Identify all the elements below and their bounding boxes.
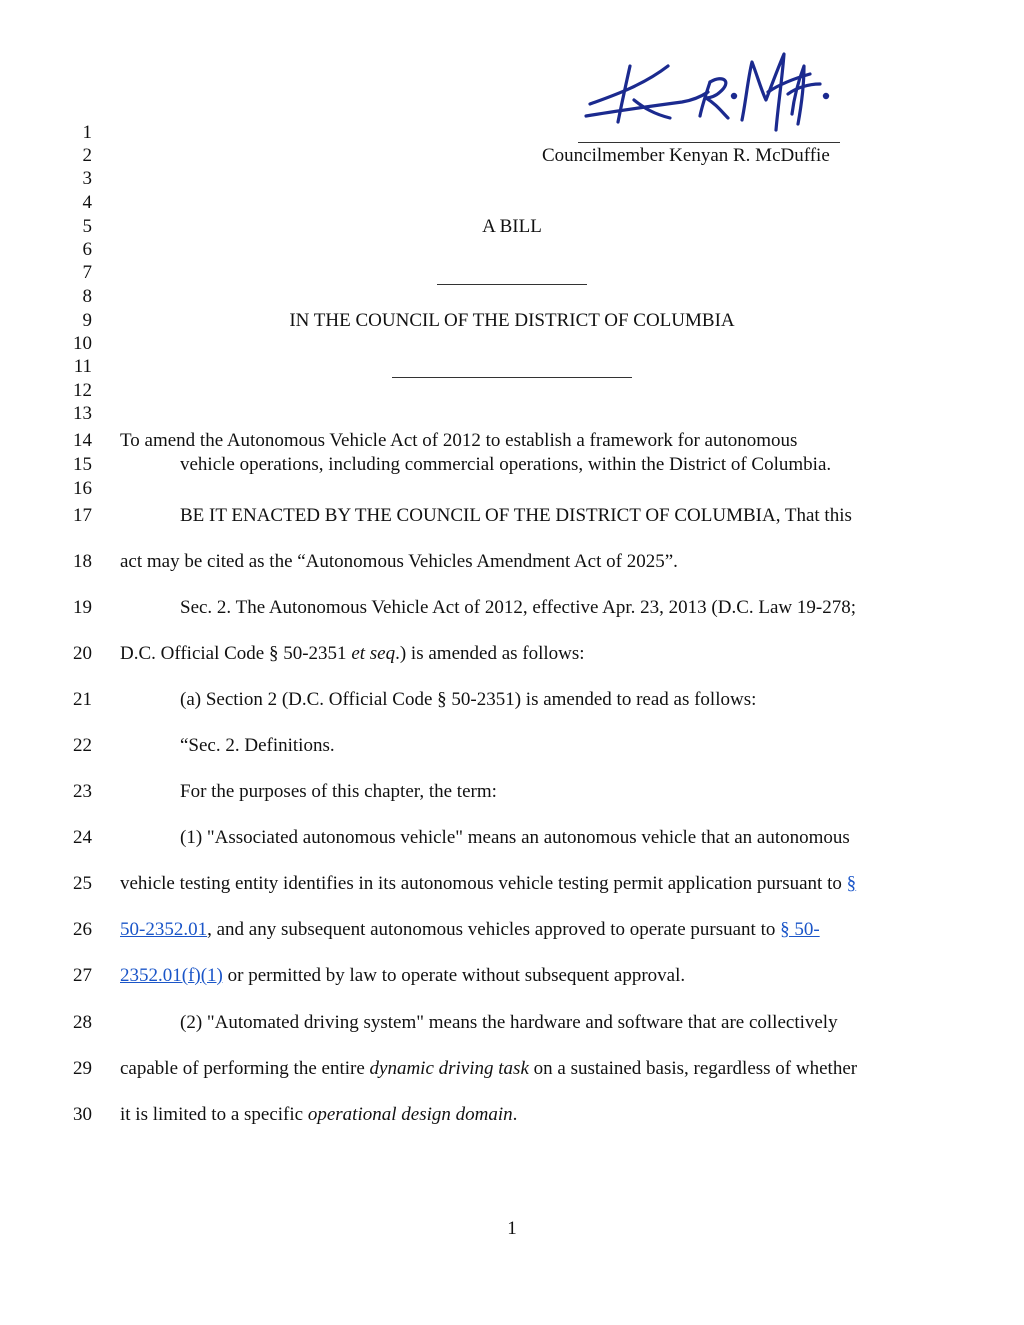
line-number: 24 xyxy=(73,827,92,848)
definition-2: capable of performing the entire dynamic driving task on a sustained basis, regardless of whether xyxy=(120,1058,858,1079)
line-number: 23 xyxy=(73,781,92,802)
line-number: 13 xyxy=(73,403,92,424)
sponsor-name: Councilmember Kenyan R. McDuffie xyxy=(542,145,830,166)
divider-line xyxy=(392,377,632,378)
line-number: 7 xyxy=(82,262,92,283)
line-number: 1 xyxy=(82,122,92,143)
line-number: 26 xyxy=(73,919,92,940)
section-text: Sec. 2. The Autonomous Vehicle Act of 2012, effective Apr. 23, 2013 (D.C. Law 19-278; xyxy=(180,597,856,618)
line-number: 20 xyxy=(73,643,92,664)
line-number: 6 xyxy=(82,239,92,260)
code-link[interactable]: § xyxy=(846,873,857,894)
code-link[interactable]: § 50- xyxy=(780,919,820,940)
line-number: 18 xyxy=(73,551,92,572)
definition-1: vehicle testing entity identifies in its autonomous vehicle testing permit application pursuant to § xyxy=(120,873,857,894)
bill-title-line: To amend the Autonomous Vehicle Act of 2012 to establish a framework for autonomous xyxy=(120,430,798,451)
line-number: 11 xyxy=(73,356,92,377)
enacting-clause: act may be cited as the “Autonomous Vehicles Amendment Act of 2025”. xyxy=(120,551,678,572)
definitions-heading: “Sec. 2. Definitions. xyxy=(180,735,335,756)
line-number: 10 xyxy=(73,333,92,354)
definitions-intro: For the purposes of this chapter, the term: xyxy=(180,781,497,802)
line-number: 9 xyxy=(82,310,92,331)
definition-2: it is limited to a specific operational design domain. xyxy=(120,1104,518,1125)
definition-1: 2352.01(f)(1) or permitted by law to operate without subsequent approval. xyxy=(120,965,686,986)
line-number: 16 xyxy=(73,478,92,499)
section-text: D.C. Official Code § 50-2351 et seq.) is amended as follows: xyxy=(120,643,585,664)
line-number: 12 xyxy=(73,380,92,401)
definition-1: (1) "Associated autonomous vehicle" means an autonomous vehicle that an autonomous xyxy=(180,827,850,848)
definition-2: (2) "Automated driving system" means the hardware and software that are collectively xyxy=(180,1012,838,1033)
signature-line xyxy=(578,142,840,143)
line-number: 19 xyxy=(73,597,92,618)
line-number: 17 xyxy=(73,505,92,526)
line-number: 25 xyxy=(73,873,92,894)
line-number: 2 xyxy=(82,145,92,166)
signature-image xyxy=(582,44,842,144)
line-number: 3 xyxy=(82,168,92,189)
divider-line xyxy=(437,284,587,285)
subsection-a: (a) Section 2 (D.C. Official Code § 50-2351) is amended to read as follows: xyxy=(180,689,757,710)
line-number: 4 xyxy=(82,192,92,213)
line-number: 15 xyxy=(73,454,92,475)
line-number: 30 xyxy=(73,1104,92,1125)
line-number: 27 xyxy=(73,965,92,986)
line-number: 28 xyxy=(73,1012,92,1033)
line-number: 21 xyxy=(73,689,92,710)
line-number: 8 xyxy=(82,286,92,307)
council-heading: IN THE COUNCIL OF THE DISTRICT OF COLUMBIA xyxy=(289,310,735,331)
bill-title-line: vehicle operations, including commercial operations, within the District of Columbia. xyxy=(180,454,832,475)
bill-heading: A BILL xyxy=(482,216,542,237)
code-link[interactable]: 50-2352.01 xyxy=(120,919,208,940)
line-number: 5 xyxy=(82,216,92,237)
code-link[interactable]: 2352.01(f)(1) xyxy=(120,965,223,986)
page-number: 1 xyxy=(507,1218,517,1239)
line-number: 29 xyxy=(73,1058,92,1079)
enacting-clause: BE IT ENACTED BY THE COUNCIL OF THE DISTRICT OF COLUMBIA, That this xyxy=(180,505,852,526)
line-number: 14 xyxy=(73,430,92,451)
line-number: 22 xyxy=(73,735,92,756)
definition-1: 50-2352.01, and any subsequent autonomous vehicles approved to operate pursuant to § 50- xyxy=(120,919,820,940)
